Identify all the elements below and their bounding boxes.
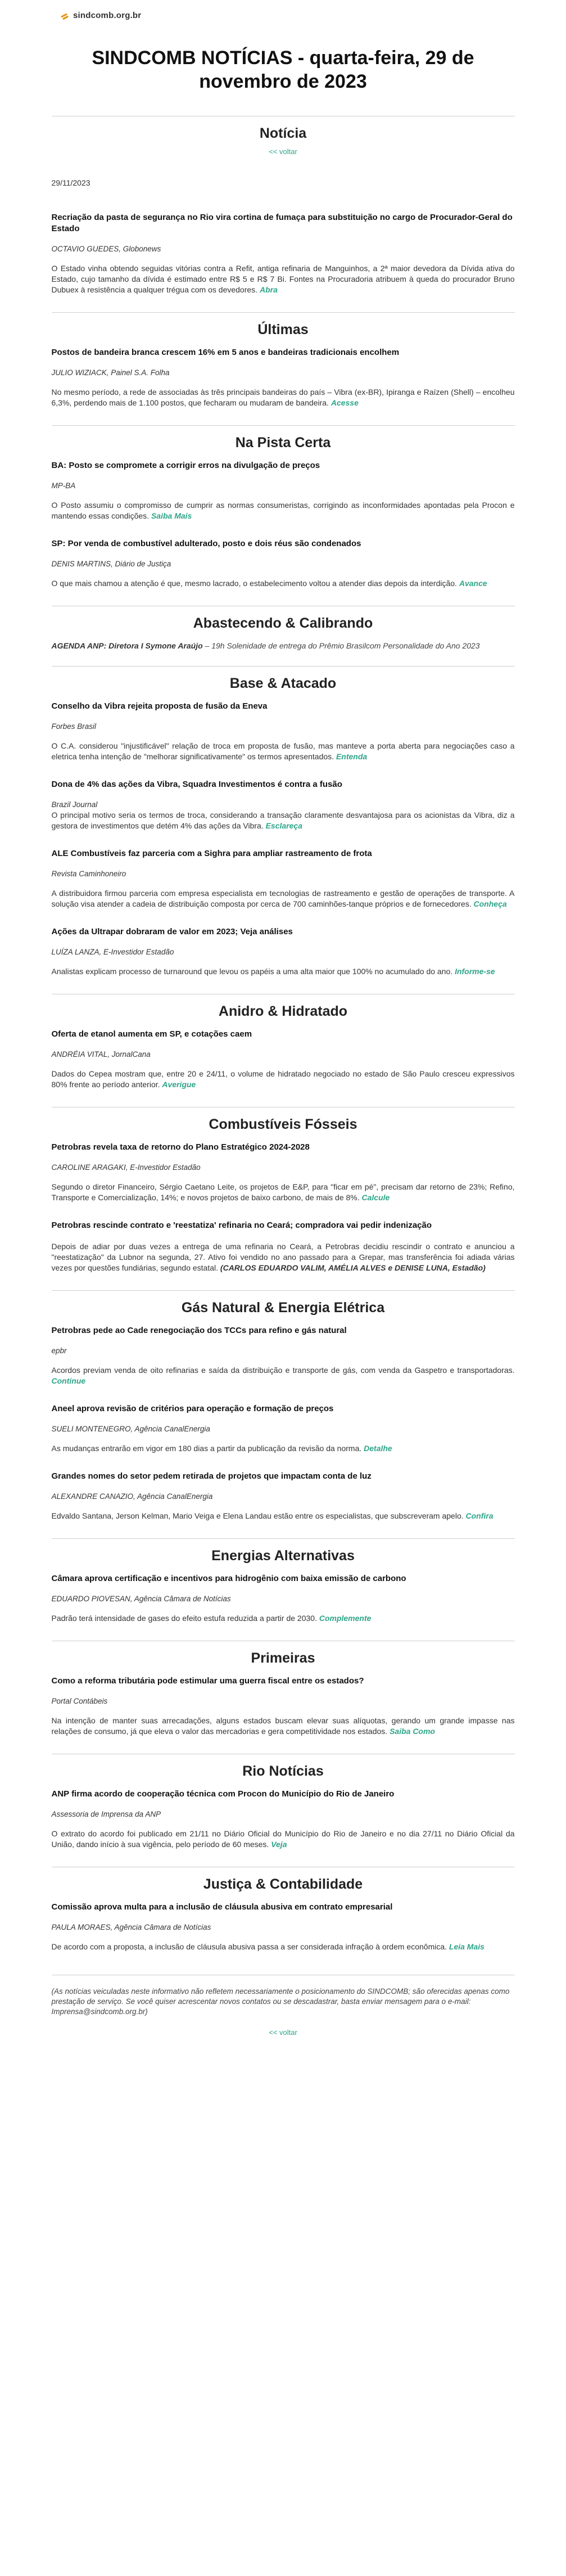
agenda-item [52, 641, 515, 651]
read-more-link[interactable]: Avance [459, 579, 487, 588]
page-title: SINDCOMB NOTÍCIAS - quarta-feira, 29 de novembro de 2023 [92, 47, 474, 92]
read-more-link[interactable]: Saiba Como [390, 1727, 435, 1736]
article-summary: Depois de adiar por duas vezes a entrega de uma refinaria no Ceará, a Petrobras decidiu rescindir o contrato e anunciou a "reestatização" da Lubnor na segunda, 27. Ativo foi vendido no ano passado para a Grepar, mas transferência foi adiada várias vezes por questões fundiárias, segundo estatal. [51, 1242, 515, 1272]
read-more-link[interactable]: Entenda [336, 752, 368, 761]
article-summary: O Estado vinha obtendo seguidas vitórias contra a Refit, antiga refinaria de Manguinhos, a 2ª maior devedora da Dívida ativa do Estado, cujo tamanho da dívida é estimado entre R$ 5 e R$ 7 Bi. Fontes na Procuradoria atribuem à queda do procurador Bruno Dubuex à resistência a qualquer trégua com os devedores. [51, 264, 515, 294]
article-title: Petrobras rescinde contrato e 'reestatiza' refinaria no Ceará; compradora vai pedir indenização [51, 1221, 432, 1230]
article-source: LUÍZA LANZA, E-Investidor Estadão [51, 948, 174, 956]
header-bar [0, 0, 566, 27]
article-text [52, 1715, 515, 1737]
read-more-link[interactable]: Esclareça [265, 821, 302, 830]
article-text [52, 1942, 515, 1952]
newsletter-content [52, 116, 515, 2037]
read-more-link[interactable]: Leia Mais [449, 1942, 485, 1951]
article-source: CAROLINE ARAGAKI, E-Investidor Estadão [51, 1163, 201, 1172]
agenda-detail: – 19h Solenidade de entrega do Prêmio Brasilcom Personalidade do Ano 2023 [202, 641, 480, 650]
news-article [52, 1325, 515, 1403]
article-title: ANP firma acordo de cooperação técnica com Procon do Município do Rio de Janeiro [51, 1789, 395, 1799]
article-summary: O Posto assumiu o compromisso de cumprir as normas consumeristas, corrigindo as inconformidades apontadas pela Procon e mantendo essas condições. [51, 501, 515, 520]
article-summary: Dados do Cepea mostram que, entre 20 e 24/11, o volume de hidratado negociado no estado de São Paulo cresceu expressivos 80% frente ao período anterior. [51, 1069, 515, 1089]
issue-date: 29/11/2023 [51, 178, 90, 187]
article-text [52, 741, 515, 762]
article-source: Assessoria de Imprensa da ANP [51, 1810, 161, 1818]
article-text [52, 263, 515, 295]
read-more-link[interactable]: Continue [51, 1376, 86, 1385]
article-title: Petrobras pede ao Cade renegociação dos TCCs para refino e gás natural [51, 1326, 347, 1335]
section-heading: Últimas [52, 312, 515, 347]
site-logo[interactable] [61, 11, 141, 20]
article-text [52, 500, 515, 521]
article-title: SP: Por venda de combustível adulterado, posto e dois réus são condenados [51, 539, 361, 548]
article-source: PAULA MORAES, Agência Câmara de Notícias [51, 1923, 211, 1931]
article-source: OCTAVIO GUEDES, Globonews [51, 245, 161, 253]
article-source: DENIS MARTINS, Diário de Justiça [51, 560, 171, 568]
read-more-link[interactable]: Abra [259, 285, 278, 294]
article-title: BA: Posto se compromete a corrigir erros na divulgação de preços [51, 461, 320, 470]
article-title: Como a reforma tributária pode estimular uma guerra fiscal entre os estados? [51, 1676, 364, 1686]
article-title: Dona de 4% das ações da Vibra, Squadra Investimentos é contra a fusão [51, 780, 342, 789]
article-summary: O principal motivo seria os termos de troca, considerando a transação claramente desvantajosa para os acionistas da Vibra, diz a gestora de investimentos que detém 4% das ações da Vibra. [51, 810, 515, 830]
article-text [52, 1069, 515, 1090]
section-heading: Notícia [52, 116, 515, 151]
section-heading: Rio Notícias [52, 1754, 515, 1789]
article-text [52, 1511, 515, 1521]
article-summary: As mudanças entrarão em vigor em 180 dias a partir da publicação da revisão da norma. [51, 1444, 362, 1453]
logo-text: sindcomb.org.br [73, 10, 142, 20]
article-text [52, 810, 515, 831]
flame-logo-icon [61, 11, 70, 20]
article-summary: Segundo o diretor Financeiro, Sérgio Caetano Leite, os projetos de E&P, para "ficar em pé", precisam dar retorno de 23%; Refino, Transporte e Comercialização, 14%; e novos projetos de baixo carbono, de mais de 8%. [51, 1182, 515, 1202]
footer-disclaimer: (As notícias veiculadas neste informativo não refletem necessariamente o posicionamento do SINDCOMB; são oferecidas apenas como prestação de serviço. Se você quiser acrescentar novos contatos ou se descadastrar, basta enviar mensagem para o e-mail: Imprensa@sindcomb.org.br) [52, 1975, 515, 2017]
article-source: MP-BA [51, 481, 76, 490]
article-source: Portal Contábeis [51, 1697, 108, 1705]
article-source: JULIO WIZIACK, Painel S.A. Folha [51, 368, 170, 377]
news-article [52, 848, 515, 926]
news-article [52, 460, 515, 538]
section-heading: Primeiras [52, 1641, 515, 1676]
news-article [52, 1789, 515, 1867]
article-summary: Analistas explicam processo de turnaround que levou os papéis a uma alta maior que 100% no acumulado do ano. [51, 967, 453, 976]
article-text [52, 1365, 515, 1386]
news-article [52, 1676, 515, 1754]
read-more-link[interactable]: Confira [465, 1511, 493, 1520]
read-more-link[interactable]: Veja [271, 1840, 287, 1849]
article-summary: Padrão terá intensidade de gases do efeito estufa reduzida a partir de 2030. [51, 1614, 317, 1623]
agenda-label: AGENDA ANP: [51, 641, 107, 650]
agenda-person: Diretora I Symone Araújo [108, 641, 203, 650]
article-title: Petrobras revela taxa de retorno do Plano Estratégico 2024-2028 [51, 1142, 310, 1152]
section-heading: Justiça & Contabilidade [52, 1867, 515, 1902]
section-heading: Abastecendo & Calibrando [52, 606, 515, 641]
section-heading: Na Pista Certa [52, 425, 515, 460]
article-summary: No mesmo período, a rede de associadas às três principais bandeiras do país – Vibra (ex-BR), Ipiranga e Raízen (Shell) – encolheu 6,3%, perdendo mais de 1.100 postos, que fecharam ou mudaram de bandeira. [51, 388, 515, 407]
section-heading: Gás Natural & Energia Elétrica [52, 1290, 515, 1325]
section-heading: Combustíveis Fósseis [52, 1107, 515, 1142]
article-title: Câmara aprova certificação e incentivos para hidrogênio com baixa emissão de carbono [51, 1574, 406, 1583]
back-link[interactable]: << voltar [269, 147, 297, 156]
read-more-link[interactable]: Detalhe [364, 1444, 392, 1453]
article-text [52, 888, 515, 909]
read-more-link[interactable]: Complemente [319, 1614, 372, 1623]
section-heading: Anidro & Hidratado [52, 994, 515, 1029]
article-summary: O que mais chamou a atenção é que, mesmo lacrado, o estabelecimento voltou a atender dias depois da interdição. [51, 579, 457, 588]
article-title: Postos de bandeira branca crescem 16% em 5 anos e bandeiras tradicionais encolhem [51, 348, 400, 357]
article-summary: De acordo com a proposta, a inclusão de cláusula abusiva passa a ser considerada infração à ordem econômica. [51, 1942, 447, 1951]
article-source: SUELI MONTENEGRO, Agência CanalEnergia [51, 1425, 210, 1433]
news-article [52, 538, 515, 606]
article-text [52, 1613, 515, 1624]
read-more-link[interactable]: Conheça [473, 899, 507, 908]
news-article [52, 1471, 515, 1538]
article-source: epbr [51, 1346, 67, 1355]
read-more-link[interactable]: Saiba Mais [151, 511, 192, 520]
news-article [52, 701, 515, 779]
news-article [52, 1902, 515, 1969]
article-credit: (CARLOS EDUARDO VALIM, AMÉLIA ALVES e DENISE LUNA, Estadão) [220, 1263, 486, 1272]
news-article [52, 347, 515, 425]
news-article [52, 1142, 515, 1220]
article-source: ANDRÉIA VITAL, JornalCana [51, 1050, 151, 1059]
section-heading: Base & Atacado [52, 666, 515, 701]
news-article [52, 1220, 515, 1290]
article-summary: Acordos previam venda de oito refinarias e saída da distribuição e transporte de gás, com venda da Gaspetro e transportadoras. [51, 1366, 515, 1375]
section-heading: Energias Alternativas [52, 1538, 515, 1573]
article-source: Revista Caminhoneiro [51, 870, 126, 878]
article-text [52, 1443, 515, 1454]
article-title: Conselho da Vibra rejeita proposta de fusão da Eneva [51, 701, 268, 711]
article-title: Aneel aprova revisão de critérios para operação e formação de preços [51, 1404, 334, 1413]
article-summary: O C.A. considerou "injustificável" relação de troca em proposta de fusão, mas manteve a porta aberta para negociações caso a eletrica tenha intenção de "melhorar significativamente" os termos apresentados. [51, 741, 515, 761]
read-more-link[interactable]: Acesse [330, 398, 359, 407]
news-article [52, 1573, 515, 1641]
article-text [52, 387, 515, 408]
article-title: Oferta de etanol aumenta em SP, e cotações caem [51, 1029, 252, 1039]
article-text [52, 1241, 515, 1273]
news-article [52, 1029, 515, 1107]
article-text [52, 1829, 515, 1850]
article-summary: O extrato do acordo foi publicado em 21/11 no Diário Oficial do Município do Rio de Janeiro e no dia 27/11 no Diário Oficial da União, dando início à sua vigência, pelo período de 60 meses. [51, 1829, 515, 1849]
news-article [52, 779, 515, 848]
read-more-link[interactable]: Calcule [361, 1193, 390, 1202]
article-text [52, 578, 515, 589]
read-more-link[interactable]: Informe-se [455, 967, 495, 976]
article-title: Ações da Ultrapar dobraram de valor em 2023; Veja análises [51, 927, 293, 936]
article-text [52, 966, 515, 977]
article-text [52, 1182, 515, 1203]
news-article [52, 212, 515, 312]
article-title: Recriação da pasta de segurança no Rio vira cortina de fumaça para substituição no cargo de Procurador-Geral do Estado [51, 213, 513, 233]
news-article [52, 1403, 515, 1471]
article-summary: Edvaldo Santana, Jerson Kelman, Mario Veiga e Elena Landau estão entre os especialistas, que subscreveram apelo. [51, 1511, 464, 1520]
footer-back-link[interactable]: << voltar [269, 2028, 297, 2037]
news-article [52, 926, 515, 994]
article-source: Forbes Brasil [51, 722, 97, 731]
article-source: ALEXANDRE CANAZIO, Agência CanalEnergia [51, 1492, 213, 1501]
article-source: Brazil Journal [51, 800, 98, 809]
article-summary: A distribuidora firmou parceria com empresa especialista em tecnologias de rastreamento e gestão de operações de transporte. A solução visa atender a cadeia de distribuição composta por cerca de 700 caminhões-tanque próprios e de fornecedores. [51, 889, 515, 908]
article-summary: Na intenção de manter suas arrecadações, alguns estados buscam elevar suas alíquotas, gerando um grande impasse nas relações de consumo, já que eleva o valor das mercadorias e gera competitividade nos estados. [51, 1716, 515, 1736]
article-title: ALE Combustíveis faz parceria com a Sighra para ampliar rastreamento de frota [51, 849, 372, 858]
article-title: Grandes nomes do setor pedem retirada de projetos que impactam conta de luz [51, 1471, 372, 1481]
article-title: Comissão aprova multa para a inclusão de cláusula abusiva em contrato empresarial [51, 1902, 393, 1912]
read-more-link[interactable]: Averigue [162, 1080, 196, 1089]
article-source: EDUARDO PIOVESAN, Agência Câmara de Notícias [51, 1595, 231, 1603]
